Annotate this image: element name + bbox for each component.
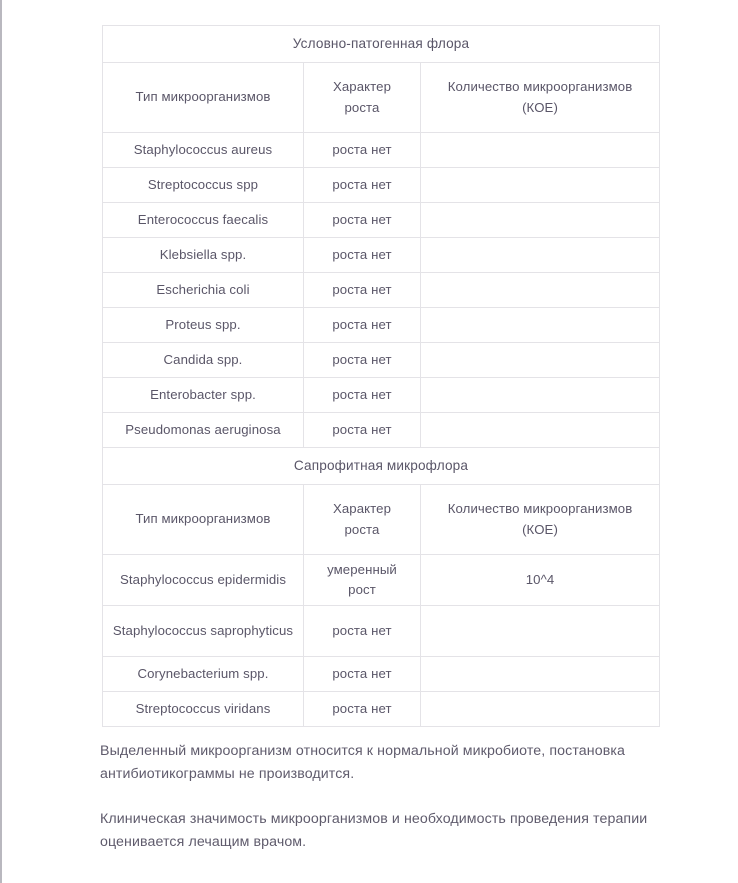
- note-paragraph: Выделенный микроорганизм относится к нормальной микробиоте, постановка антибиотикограммы не производится.: [100, 743, 625, 782]
- cell-growth: роста нет: [304, 343, 421, 378]
- table-row: [103, 168, 660, 203]
- table-row: [103, 657, 660, 692]
- cell-growth: роста нет: [304, 692, 421, 727]
- cell-growth: роста нет: [304, 133, 421, 168]
- cell-growth: роста нет: [304, 273, 421, 308]
- table-row: [103, 555, 660, 606]
- cell-growth: роста нет: [304, 168, 421, 203]
- cell-growth: роста нет: [304, 238, 421, 273]
- section-header-row: [103, 448, 660, 485]
- table-row: [103, 133, 660, 168]
- cell-organism: Corynebacterium spp.: [103, 657, 304, 692]
- cell-growth: роста нет: [304, 378, 421, 413]
- table-row: [103, 203, 660, 238]
- cell-count: [421, 413, 660, 448]
- cell-count: [421, 308, 660, 343]
- column-header-count-line2: (КОЕ): [522, 521, 558, 537]
- column-header-count-line2: (КОЕ): [522, 99, 558, 115]
- cell-organism: Enterobacter spp.: [103, 378, 304, 413]
- cell-organism: Pseudomonas aeruginosa: [103, 413, 304, 448]
- section-title: Сапрофитная микрофлора: [103, 448, 660, 485]
- cell-count: [421, 657, 660, 692]
- cell-organism: Candida spp.: [103, 343, 304, 378]
- cell-growth: умеренный рост: [304, 555, 421, 606]
- table-row: [103, 606, 660, 657]
- column-header-count-line1: Количество микроорганизмов: [447, 501, 633, 517]
- cell-organism: Escherichia coli: [103, 273, 304, 308]
- table-row: [103, 692, 660, 727]
- cell-growth: роста нет: [304, 308, 421, 343]
- table-row: [103, 378, 660, 413]
- cell-organism: Streptococcus viridans: [103, 692, 304, 727]
- table-row: [103, 238, 660, 273]
- cell-count: [421, 133, 660, 168]
- cell-count: [421, 273, 660, 308]
- table-row: [103, 413, 660, 448]
- cell-organism: Proteus spp.: [103, 308, 304, 343]
- table-body: [103, 26, 660, 727]
- cell-count: [421, 238, 660, 273]
- cell-organism: Staphylococcus aureus: [103, 133, 304, 168]
- column-header-count-line1: Количество микроорганизмов: [447, 79, 633, 95]
- cell-count: [421, 343, 660, 378]
- cell-count: [421, 378, 660, 413]
- cell-organism: Streptococcus spp: [103, 168, 304, 203]
- table-row: [103, 343, 660, 378]
- column-header-growth: Характер роста: [304, 63, 421, 133]
- cell-count: 10^4: [421, 555, 660, 606]
- column-header-row: [103, 485, 660, 555]
- note-paragraph: Клиническая значимость микроорганизмов и необходимость проведения терапии оценивается лечащим врачом.: [100, 811, 648, 850]
- cell-growth: роста нет: [304, 203, 421, 238]
- cell-growth: роста нет: [304, 413, 421, 448]
- cell-organism: Staphylococcus saprophyticus: [103, 606, 304, 657]
- cell-count: [421, 692, 660, 727]
- column-header-organism: Тип микроорганизмов: [103, 63, 304, 133]
- table-row: [103, 273, 660, 308]
- cell-count: [421, 203, 660, 238]
- column-header-count: [421, 485, 660, 555]
- cell-growth: роста нет: [304, 606, 421, 657]
- cell-organism: Klebsiella spp.: [103, 238, 304, 273]
- column-header-organism: Тип микроорганизмов: [103, 485, 304, 555]
- column-header-growth: Характер роста: [304, 485, 421, 555]
- table-row: [103, 308, 660, 343]
- footer-notes: [100, 740, 664, 854]
- cell-organism: Enterococcus faecalis: [103, 203, 304, 238]
- section-title: Условно-патогенная флора: [103, 26, 660, 63]
- cell-count: [421, 606, 660, 657]
- cell-count: [421, 168, 660, 203]
- column-header-row: [103, 63, 660, 133]
- cell-growth: роста нет: [304, 657, 421, 692]
- section-header-row: [103, 26, 660, 63]
- column-header-count: [421, 63, 660, 133]
- microbiology-result-table: [102, 25, 660, 727]
- cell-organism: Staphylococcus epidermidis: [103, 555, 304, 606]
